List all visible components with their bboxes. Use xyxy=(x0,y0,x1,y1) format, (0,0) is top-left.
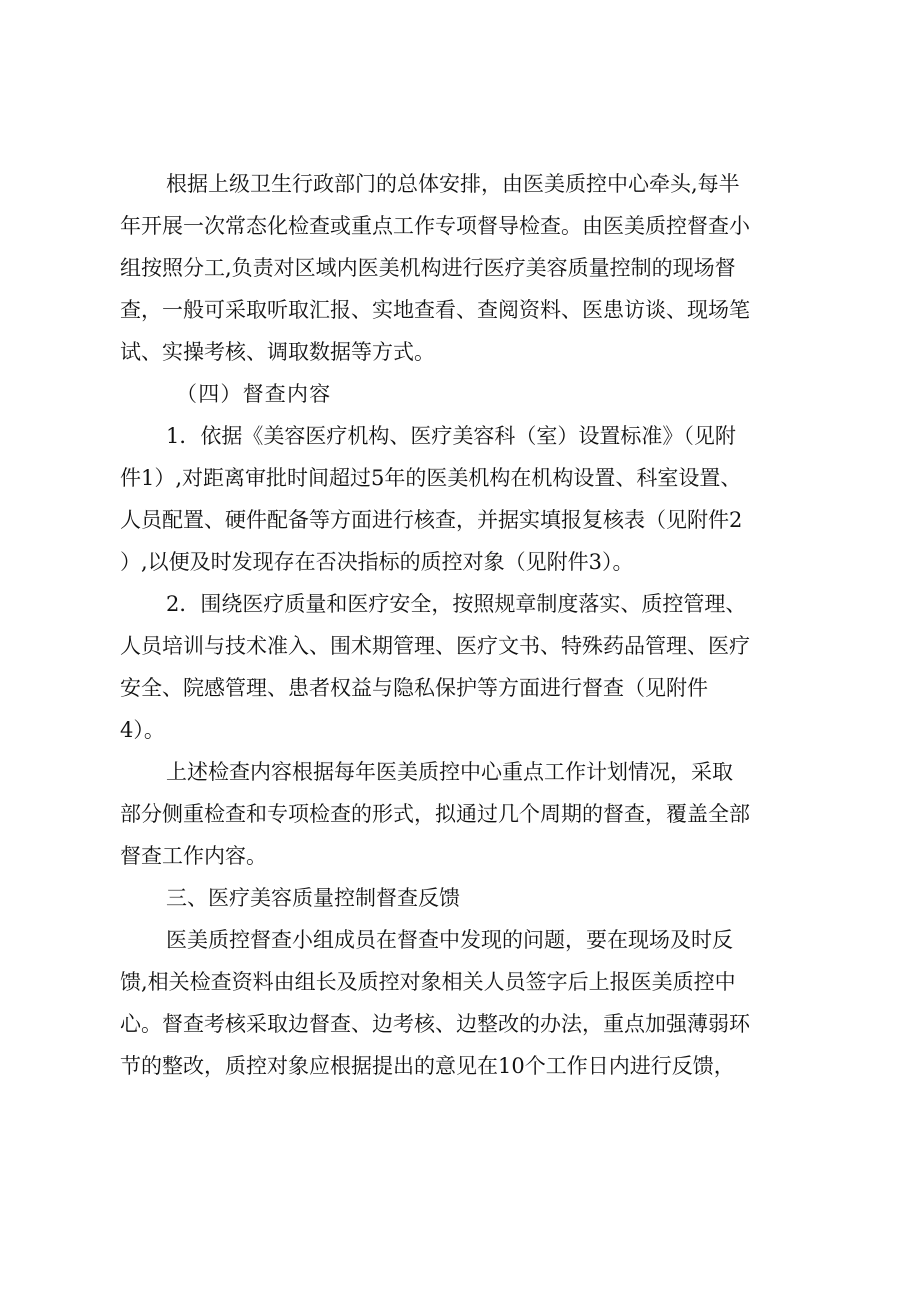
text-line: 件1）,对距离审批时间超过5年的医美机构在机构设置、科室设置、 xyxy=(120,466,742,490)
paragraph-inspection-method xyxy=(120,163,820,373)
paragraph-feedback xyxy=(120,919,820,1087)
paragraph-item-2 xyxy=(120,583,820,751)
text-line: 4）。 xyxy=(120,718,165,742)
text-line: 人员配置、硬件配备等方面进行核查，并据实填报复核表（见附件2 xyxy=(120,508,743,532)
text-line: 医美质控督查小组成员在督查中发现的问题，要在现场及时反 xyxy=(166,928,733,952)
text-line: 查，一般可采取听取汇报、实地查看、查阅资料、医患访谈、现场笔 xyxy=(120,298,750,322)
text-line: 年开展一次常态化检查或重点工作专项督导检查。由医美质控督查小 xyxy=(120,214,750,238)
text-line: 根据上级卫生行政部门的总体安排，由医美质控中心牵头,每半 xyxy=(166,172,740,196)
text-line: 1．依据《美容医疗机构、医疗美容科（室）设置标准》（见附 xyxy=(166,424,736,448)
section-heading-inspection-content: （四）督查内容 xyxy=(176,382,332,406)
section-heading-feedback: 三、医疗美容质量控制督查反馈 xyxy=(166,886,460,910)
paragraph-item-1 xyxy=(120,415,820,583)
document-body xyxy=(120,163,820,1087)
text-line: ）,以便及时发现存在否决指标的质控对象（见附件3）。 xyxy=(120,550,634,574)
text-line: 馈,相关检查资料由组长及质控对象相关人员签字后上报医美质控中 xyxy=(120,970,736,994)
text-line: 上述检查内容根据每年医美质控中心重点工作计划情况，采取 xyxy=(166,760,733,784)
text-line: 试、实操考核、调取数据等方式。 xyxy=(120,340,435,364)
text-line: 部分侧重检查和专项检查的形式，拟通过几个周期的督查，覆盖全部 xyxy=(120,802,750,826)
text-line: 安全、院感管理、患者权益与隐私保护等方面进行督查（见附件 xyxy=(120,676,708,700)
text-line: 组按照分工,负责对区域内医美机构进行医疗美容质量控制的现场督 xyxy=(120,256,736,280)
paragraph-summary xyxy=(120,751,820,877)
text-line: 节的整改，质控对象应根据提出的意见在10个工作日内进行反馈， xyxy=(120,1054,735,1078)
text-line: 2．围绕医疗质量和医疗安全，按照规章制度落实、质控管理、 xyxy=(166,592,747,616)
text-line: 人员培训与技术准入、围术期管理、医疗文书、特殊药品管理、医疗 xyxy=(120,634,750,658)
text-line: 督查工作内容。 xyxy=(120,844,267,868)
text-line: 心。督查考核采取边督查、边考核、边整改的办法，重点加强薄弱环 xyxy=(120,1012,750,1036)
